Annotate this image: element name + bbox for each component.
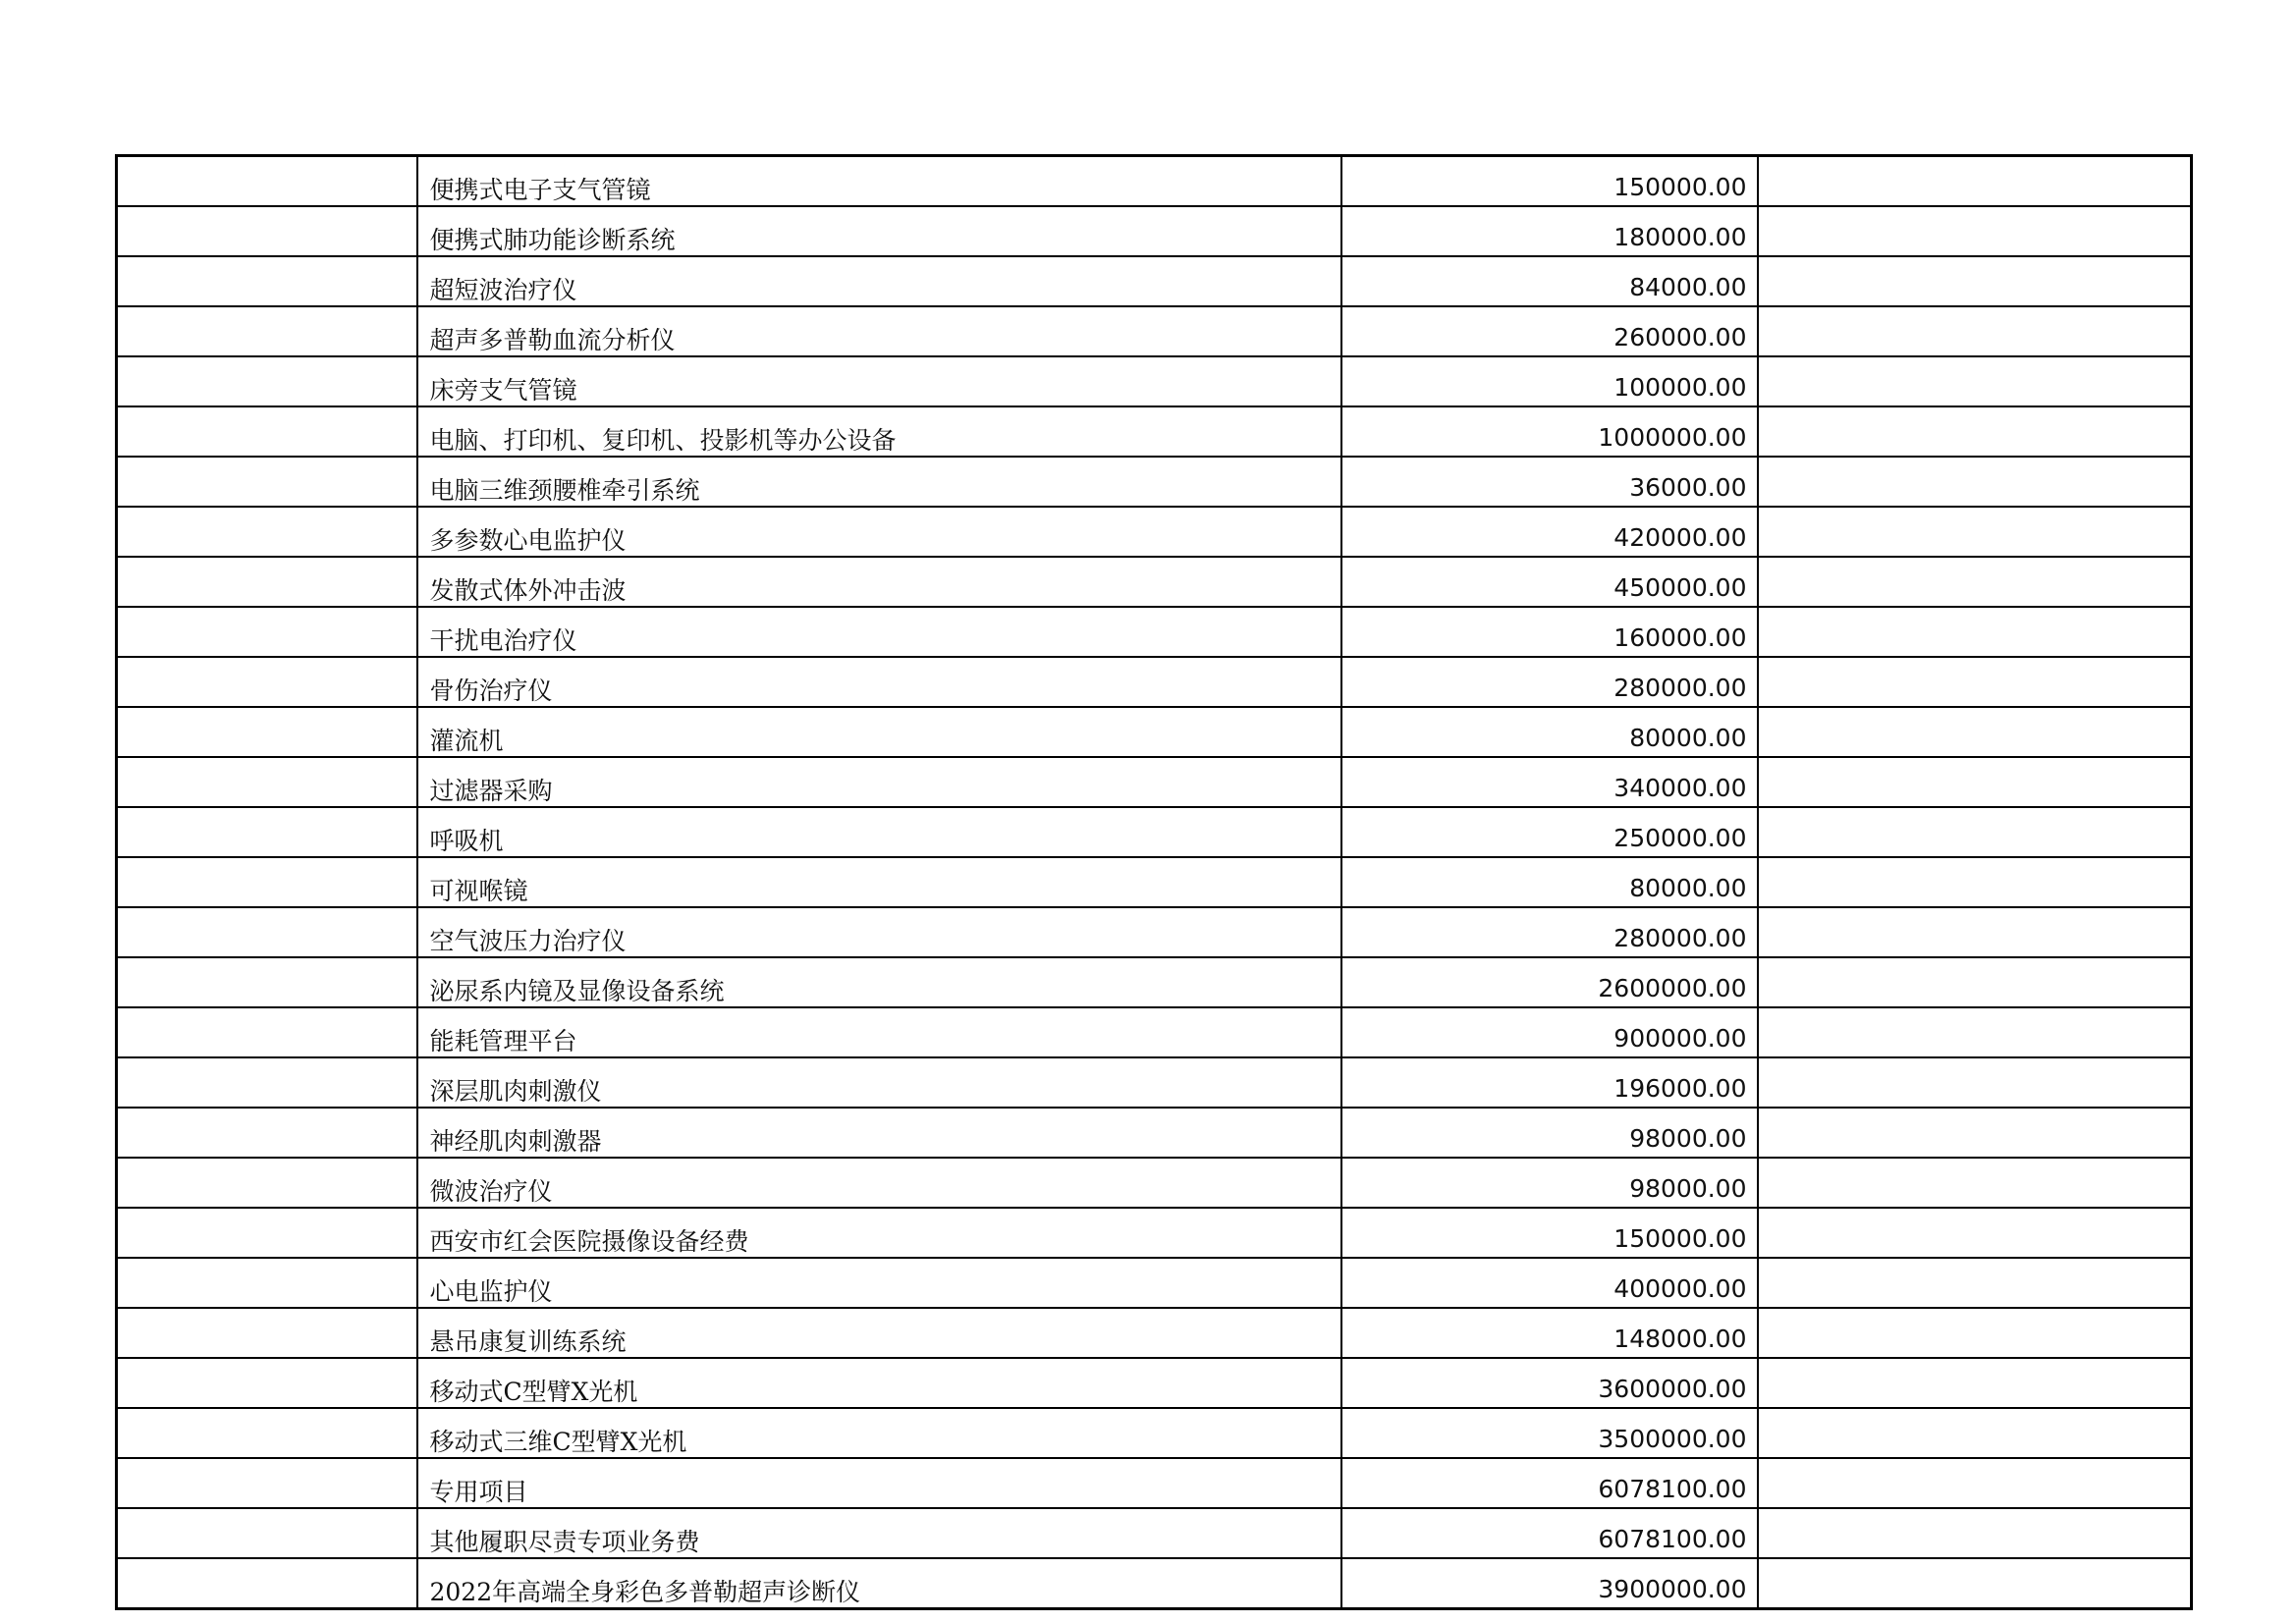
table-row [117,1057,2192,1108]
table-row [117,857,2192,907]
blank-cell [1758,657,2192,707]
table-row [117,206,2192,256]
blank-cell [117,1007,417,1057]
table-row [117,1007,2192,1057]
amount-cell: 450000.00 [1341,557,1758,607]
blank-cell [117,1158,417,1208]
table-body [117,156,2192,1609]
table-row [117,1158,2192,1208]
blank-cell [117,1458,417,1508]
amount-cell: 3500000.00 [1341,1408,1758,1458]
blank-cell [117,507,417,557]
amount-cell: 84000.00 [1341,256,1758,306]
amount-cell: 420000.00 [1341,507,1758,557]
blank-cell [1758,807,2192,857]
item-name-cell: 骨伤治疗仪 [417,657,1341,707]
item-name-cell: 电脑、打印机、复印机、投影机等办公设备 [417,406,1341,457]
blank-cell [1758,957,2192,1007]
blank-cell [117,657,417,707]
blank-cell [117,206,417,256]
item-name-cell: 微波治疗仪 [417,1158,1341,1208]
amount-cell: 1000000.00 [1341,406,1758,457]
item-name-cell: 移动式C型臂X光机 [417,1358,1341,1408]
table-row [117,1358,2192,1408]
amount-cell: 250000.00 [1341,807,1758,857]
amount-cell: 6078100.00 [1341,1458,1758,1508]
blank-cell [117,1508,417,1558]
amount-cell: 6078100.00 [1341,1508,1758,1558]
blank-cell [117,1358,417,1408]
blank-cell [1758,206,2192,256]
table-row [117,657,2192,707]
amount-cell: 80000.00 [1341,707,1758,757]
item-name-cell: 心电监护仪 [417,1258,1341,1308]
amount-cell: 100000.00 [1341,356,1758,406]
table-row [117,907,2192,957]
item-name-cell: 神经肌肉刺激器 [417,1108,1341,1158]
amount-cell: 148000.00 [1341,1308,1758,1358]
table-row [117,356,2192,406]
blank-cell [117,406,417,457]
item-name-cell: 呼吸机 [417,807,1341,857]
item-name-cell: 灌流机 [417,707,1341,757]
blank-cell [117,607,417,657]
blank-cell [117,356,417,406]
table-row [117,1458,2192,1508]
item-name-cell: 悬吊康复训练系统 [417,1308,1341,1358]
amount-cell: 180000.00 [1341,206,1758,256]
blank-cell [1758,256,2192,306]
blank-cell [117,1308,417,1358]
blank-cell [117,807,417,857]
blank-cell [1758,1558,2192,1609]
blank-cell [117,957,417,1007]
amount-cell: 260000.00 [1341,306,1758,356]
table-row [117,557,2192,607]
blank-cell [117,857,417,907]
blank-cell [1758,857,2192,907]
amount-cell: 80000.00 [1341,857,1758,907]
table-row [117,1308,2192,1358]
blank-cell [1758,1208,2192,1258]
table-row [117,1208,2192,1258]
item-name-cell: 便携式肺功能诊断系统 [417,206,1341,256]
item-name-cell: 深层肌肉刺激仪 [417,1057,1341,1108]
amount-cell: 150000.00 [1341,1208,1758,1258]
blank-cell [117,1108,417,1158]
item-name-cell: 多参数心电监护仪 [417,507,1341,557]
item-name-cell: 其他履职尽责专项业务费 [417,1508,1341,1558]
item-name-cell: 发散式体外冲击波 [417,557,1341,607]
blank-cell [1758,707,2192,757]
item-name-cell: 2022年高端全身彩色多普勒超声诊断仪 [417,1558,1341,1609]
blank-cell [1758,1508,2192,1558]
blank-cell [1758,457,2192,507]
item-name-cell: 西安市红会医院摄像设备经费 [417,1208,1341,1258]
blank-cell [1758,1358,2192,1408]
item-name-cell: 专用项目 [417,1458,1341,1508]
blank-cell [1758,406,2192,457]
amount-cell: 98000.00 [1341,1108,1758,1158]
table-row [117,957,2192,1007]
blank-cell [1758,356,2192,406]
blank-cell [1758,757,2192,807]
blank-cell [1758,306,2192,356]
amount-cell: 3600000.00 [1341,1358,1758,1408]
blank-cell [1758,907,2192,957]
blank-cell [117,907,417,957]
blank-cell [1758,1057,2192,1108]
spreadsheet-page [115,154,2190,1610]
item-name-cell: 能耗管理平台 [417,1007,1341,1057]
budget-table [115,154,2193,1610]
table-row [117,406,2192,457]
table-row [117,1408,2192,1458]
blank-cell [117,1558,417,1609]
table-row [117,256,2192,306]
blank-cell [117,1408,417,1458]
blank-cell [1758,557,2192,607]
table-row [117,457,2192,507]
blank-cell [117,1208,417,1258]
amount-cell: 900000.00 [1341,1007,1758,1057]
amount-cell: 196000.00 [1341,1057,1758,1108]
table-row [117,807,2192,857]
amount-cell: 340000.00 [1341,757,1758,807]
item-name-cell: 干扰电治疗仪 [417,607,1341,657]
table-row [117,707,2192,757]
amount-cell: 280000.00 [1341,907,1758,957]
blank-cell [117,256,417,306]
table-row [117,1508,2192,1558]
item-name-cell: 泌尿系内镜及显像设备系统 [417,957,1341,1007]
amount-cell: 36000.00 [1341,457,1758,507]
blank-cell [117,457,417,507]
table-row [117,1258,2192,1308]
item-name-cell: 电脑三维颈腰椎牵引系统 [417,457,1341,507]
blank-cell [1758,607,2192,657]
blank-cell [117,1057,417,1108]
blank-cell [117,306,417,356]
blank-cell [1758,156,2192,207]
table-row [117,1558,2192,1609]
amount-cell: 280000.00 [1341,657,1758,707]
table-row [117,607,2192,657]
amount-cell: 150000.00 [1341,156,1758,207]
blank-cell [1758,507,2192,557]
blank-cell [117,156,417,207]
item-name-cell: 便携式电子支气管镜 [417,156,1341,207]
item-name-cell: 超短波治疗仪 [417,256,1341,306]
item-name-cell: 过滤器采购 [417,757,1341,807]
blank-cell [1758,1258,2192,1308]
item-name-cell: 移动式三维C型臂X光机 [417,1408,1341,1458]
item-name-cell: 超声多普勒血流分析仪 [417,306,1341,356]
blank-cell [1758,1408,2192,1458]
blank-cell [117,757,417,807]
table-row [117,306,2192,356]
blank-cell [1758,1158,2192,1208]
amount-cell: 2600000.00 [1341,957,1758,1007]
item-name-cell: 可视喉镜 [417,857,1341,907]
amount-cell: 400000.00 [1341,1258,1758,1308]
blank-cell [1758,1108,2192,1158]
table-row [117,156,2192,207]
blank-cell [1758,1308,2192,1358]
item-name-cell: 空气波压力治疗仪 [417,907,1341,957]
amount-cell: 160000.00 [1341,607,1758,657]
blank-cell [117,557,417,607]
table-row [117,507,2192,557]
table-row [117,757,2192,807]
blank-cell [1758,1007,2192,1057]
amount-cell: 98000.00 [1341,1158,1758,1208]
amount-cell: 3900000.00 [1341,1558,1758,1609]
blank-cell [117,1258,417,1308]
item-name-cell: 床旁支气管镜 [417,356,1341,406]
blank-cell [117,707,417,757]
table-row [117,1108,2192,1158]
blank-cell [1758,1458,2192,1508]
